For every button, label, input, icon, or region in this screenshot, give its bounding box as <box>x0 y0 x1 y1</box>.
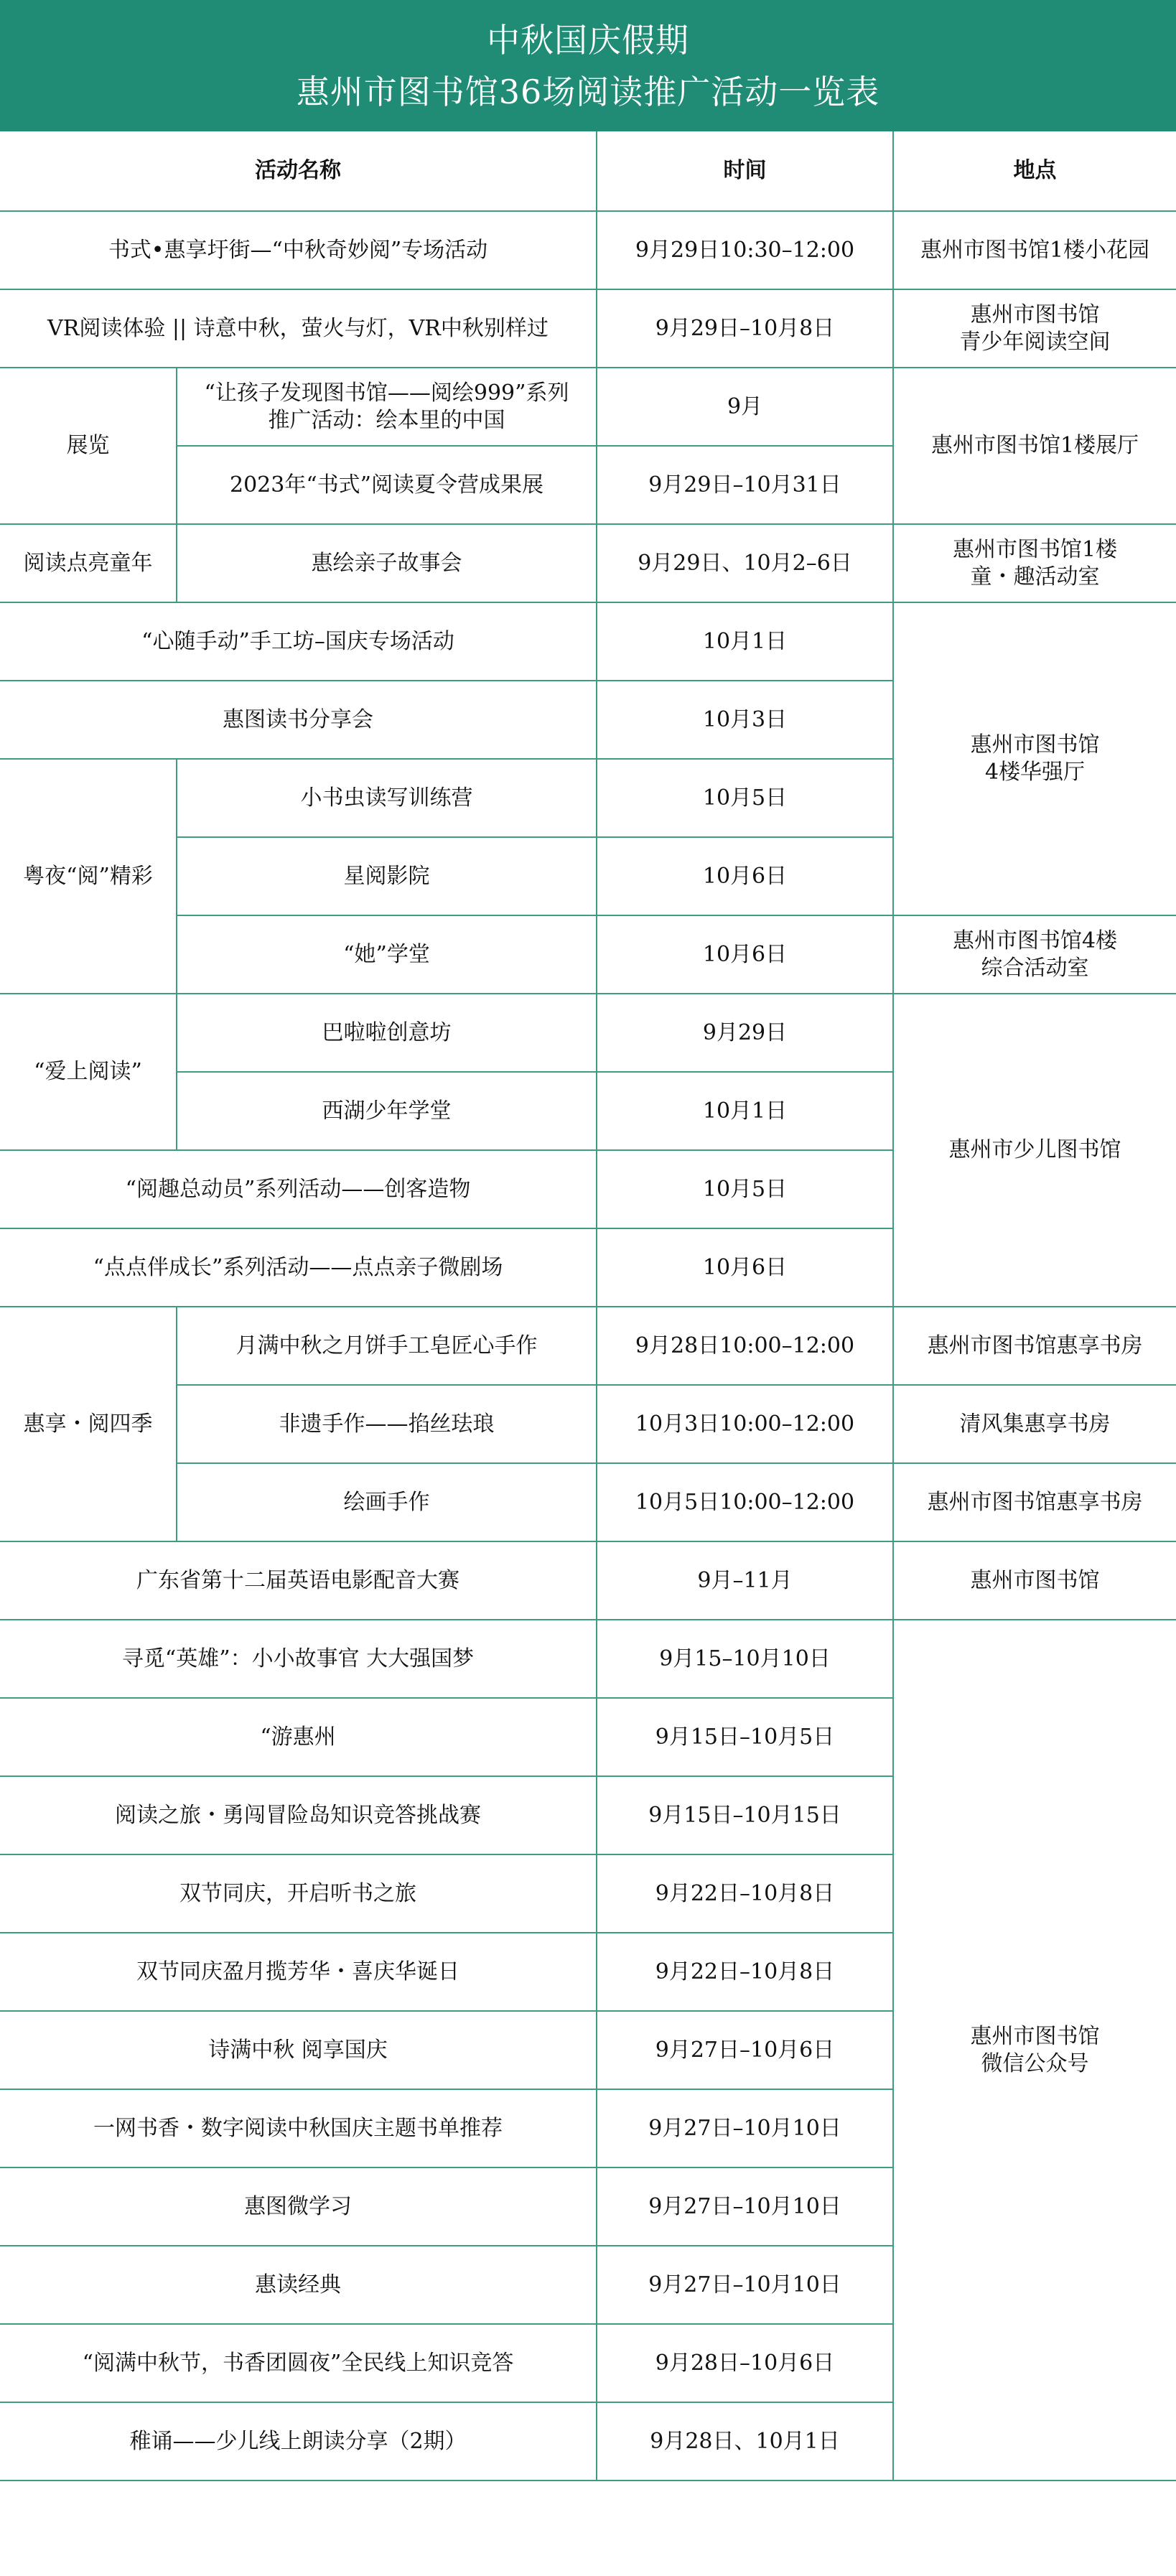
activity-time: 9月29日–10月31日 <box>597 446 893 524</box>
activity-name: 惠绘亲子故事会 <box>177 524 597 602</box>
table-row <box>0 602 1176 681</box>
activity-name: “游惠州 <box>0 1698 597 1776</box>
activity-place <box>893 1620 1176 2481</box>
activity-time: 10月3日10:00–12:00 <box>597 1385 893 1463</box>
place-line: 惠州市图书馆 <box>970 2023 1100 2049</box>
activity-name: 双节同庆，开启听书之旅 <box>0 1854 597 1933</box>
activity-time: 9月15–10月10日 <box>597 1620 893 1698</box>
activity-name: 惠图微学习 <box>0 2167 597 2246</box>
activity-time: 9月15日–10月5日 <box>597 1698 893 1776</box>
activity-time: 9月27日–10月10日 <box>597 2246 893 2324</box>
title-line-1: 中秋国庆假期 <box>487 20 689 60</box>
header-name: 活动名称 <box>0 131 597 211</box>
table-row <box>0 1463 1176 1541</box>
activity-time: 10月5日10:00–12:00 <box>597 1463 893 1541</box>
table-row <box>0 1541 1176 1620</box>
table-row <box>0 994 1176 1072</box>
table-row <box>0 1385 1176 1463</box>
activity-name: 书式•惠享圩街—“中秋奇妙阅”专场活动 <box>0 211 597 289</box>
group-label-childhood: 阅读点亮童年 <box>0 524 177 602</box>
table-row <box>0 368 1176 446</box>
activity-name: 稚诵——少儿线上朗读分享（2期） <box>0 2402 597 2481</box>
activity-place: 惠州市图书馆惠享书房 <box>893 1307 1176 1385</box>
activity-place <box>893 289 1176 368</box>
activity-time: 10月6日 <box>597 915 893 994</box>
activity-time: 10月3日 <box>597 681 893 759</box>
activity-name: “心随手动”手工坊–国庆专场活动 <box>0 602 597 681</box>
activity-time: 9月 <box>597 368 893 446</box>
page-header <box>0 0 1176 131</box>
activity-time: 9月29日10:30–12:00 <box>597 211 893 289</box>
activity-name: 西湖少年学堂 <box>177 1072 597 1150</box>
activity-time: 10月5日 <box>597 759 893 837</box>
place-line: 惠州市图书馆1楼 <box>952 536 1118 562</box>
table-row <box>0 915 1176 994</box>
activity-name: “阅满中秋节，书香团圆夜”全民线上知识竞答 <box>0 2324 597 2402</box>
place-line: 惠州市图书馆4楼 <box>952 928 1118 953</box>
activity-name <box>177 368 597 446</box>
activity-name: 广东省第十二届英语电影配音大赛 <box>0 1541 597 1620</box>
activity-place <box>893 602 1176 915</box>
activity-time: 9月22日–10月8日 <box>597 1933 893 2011</box>
activity-time: 10月5日 <box>597 1150 893 1228</box>
place-line: 惠州市图书馆 <box>970 302 1100 327</box>
group-label-season: 惠享・阅四季 <box>0 1307 177 1541</box>
place-line: 童・趣活动室 <box>970 564 1100 589</box>
activity-name: 月满中秋之月饼手工皂匠心手作 <box>177 1307 597 1385</box>
activity-name: “阅趣总动员”系列活动——创客造物 <box>0 1150 597 1228</box>
activity-time: 9月15日–10月15日 <box>597 1776 893 1854</box>
activity-time: 9月27日–10月10日 <box>597 2167 893 2246</box>
group-label-love: “爱上阅读” <box>0 994 177 1150</box>
group-label-exhibit: 展览 <box>0 368 177 524</box>
title-line-2: 惠州市图书馆36场阅读推广活动一览表 <box>296 72 880 111</box>
activity-time: 9月29日–10月8日 <box>597 289 893 368</box>
place-line: 4楼华强厅 <box>984 760 1086 785</box>
name-line: “让孩子发现图书馆——阅绘999”系列 <box>204 380 569 406</box>
group-label-yueye: 粤夜“阅”精彩 <box>0 759 177 994</box>
activity-time: 10月1日 <box>597 602 893 681</box>
name-line: 推广活动：绘本里的中国 <box>268 407 505 433</box>
activity-name: 非遗手作——掐丝珐琅 <box>177 1385 597 1463</box>
activity-time: 9月29日 <box>597 994 893 1072</box>
place-line: 惠州市图书馆 <box>970 732 1100 757</box>
activity-name: 一网书香・数字阅读中秋国庆主题书单推荐 <box>0 2089 597 2167</box>
activity-name: 惠图读书分享会 <box>0 681 597 759</box>
activity-time: 9月28日–10月6日 <box>597 2324 893 2402</box>
activity-name: 寻觅“英雄”：小小故事官 大大强国梦 <box>0 1620 597 1698</box>
table-row <box>0 1307 1176 1385</box>
activity-name: 小书虫读写训练营 <box>177 759 597 837</box>
activity-place: 惠州市图书馆1楼展厅 <box>893 368 1176 524</box>
activity-name: 惠读经典 <box>0 2246 597 2324</box>
activity-time: 9月27日–10月6日 <box>597 2011 893 2089</box>
activity-place <box>893 915 1176 994</box>
activity-time: 10月6日 <box>597 837 893 915</box>
activity-name: 双节同庆盈月揽芳华・喜庆华诞日 <box>0 1933 597 2011</box>
activity-time: 9月28日、10月1日 <box>597 2402 893 2481</box>
header-time: 时间 <box>597 131 893 211</box>
activity-place: 清风集惠享书房 <box>893 1385 1176 1463</box>
header-row <box>0 131 1176 211</box>
activity-name: 星阅影院 <box>177 837 597 915</box>
activity-time: 10月6日 <box>597 1228 893 1307</box>
place-line: 微信公众号 <box>981 2050 1089 2076</box>
activity-name: VR阅读体验 || 诗意中秋，萤火与灯，VR中秋别样过 <box>0 289 597 368</box>
activity-place: 惠州市图书馆1楼小花园 <box>893 211 1176 289</box>
activity-name: “她”学堂 <box>177 915 597 994</box>
activity-name: 诗满中秋 阅享国庆 <box>0 2011 597 2089</box>
activity-time: 9月29日、10月2–6日 <box>597 524 893 602</box>
place-line: 综合活动室 <box>981 955 1089 981</box>
header-place: 地点 <box>893 131 1176 211</box>
activity-name: 阅读之旅・勇闯冒险岛知识竞答挑战赛 <box>0 1776 597 1854</box>
activity-name: 2023年“书式”阅读夏令营成果展 <box>177 446 597 524</box>
activity-place <box>893 524 1176 602</box>
activity-time: 9月22日–10月8日 <box>597 1854 893 1933</box>
activity-place: 惠州市少儿图书馆 <box>893 994 1176 1307</box>
table-row <box>0 524 1176 602</box>
table-row <box>0 1620 1176 1698</box>
activity-name: 巴啦啦创意坊 <box>177 994 597 1072</box>
activity-name: “点点伴成长”系列活动——点点亲子微剧场 <box>0 1228 597 1307</box>
activity-place: 惠州市图书馆 <box>893 1541 1176 1620</box>
activity-time: 9月27日–10月10日 <box>597 2089 893 2167</box>
activity-time: 9月–11月 <box>597 1541 893 1620</box>
table-row <box>0 289 1176 368</box>
activity-time: 10月1日 <box>597 1072 893 1150</box>
table-row <box>0 211 1176 289</box>
activity-table <box>0 131 1176 2481</box>
activity-place: 惠州市图书馆惠享书房 <box>893 1463 1176 1541</box>
place-line: 青少年阅读空间 <box>959 329 1111 355</box>
activity-time: 9月28日10:00–12:00 <box>597 1307 893 1385</box>
activity-name: 绘画手作 <box>177 1463 597 1541</box>
